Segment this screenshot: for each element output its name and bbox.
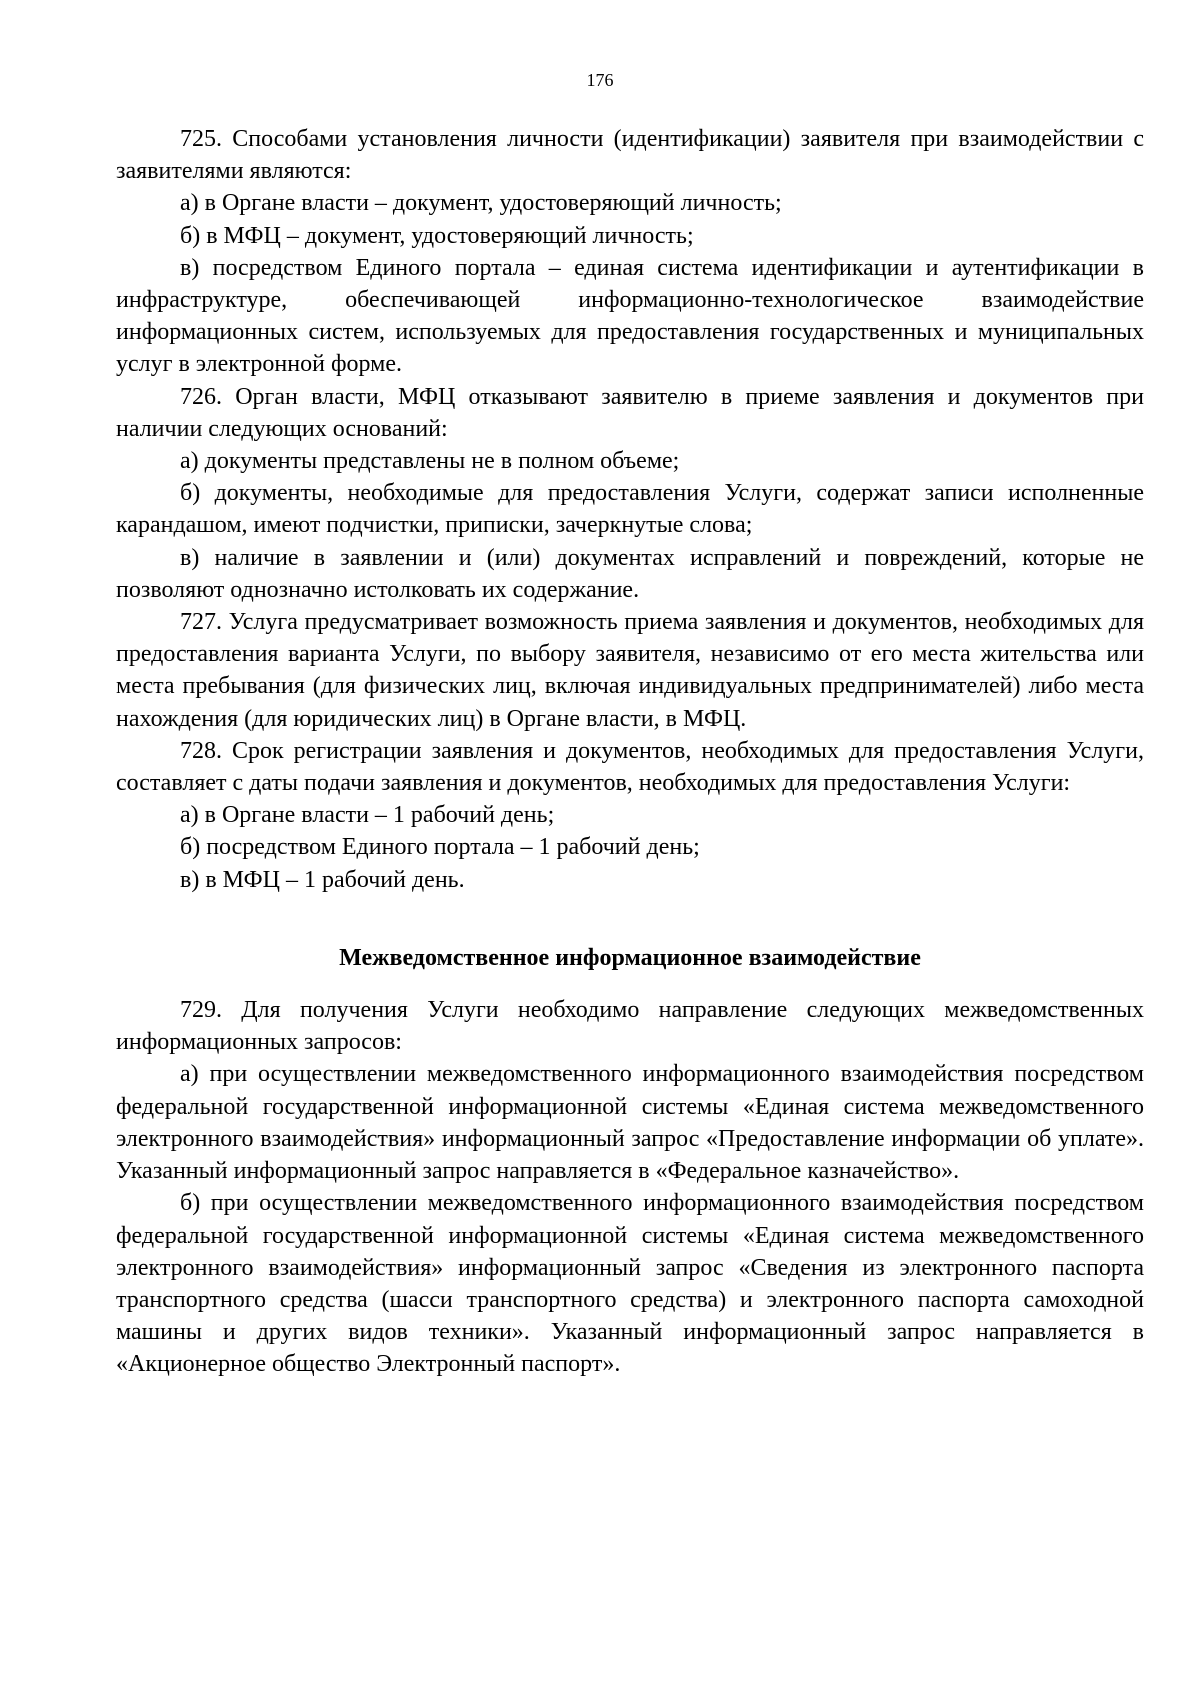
document-body xyxy=(116,123,1144,1381)
list-item-726-b: б) документы, необходимые для предоставления Услуги, содержат записи исполненные карандашом, имеют подчистки, приписки, зачеркнутые слова; xyxy=(116,480,1144,539)
list-item-726-a: а) документы представлены не в полном объеме; xyxy=(180,448,680,475)
page-number: 176 xyxy=(586,70,614,90)
paragraph-726: 726. Орган власти, МФЦ отказывают заявителю в приеме заявления и документов при наличии следующих оснований: xyxy=(116,383,1144,442)
list-item-725-a: а) в Органе власти – документ, удостоверяющий личность; xyxy=(180,190,782,217)
paragraph-727: 727. Услуга предусматривает возможность приема заявления и документов, необходимых для предоставления варианта Услуги, по выбору заявителя, независимо от его места жительства или места пребывания (для физических лиц, включая индивидуальных предпринимателей) либо места нахождения (для юридических лиц) в Органе власти, в МФЦ. xyxy=(116,609,1144,732)
list-item-728-v: в) в МФЦ – 1 рабочий день. xyxy=(180,866,465,893)
list-item-729-b: б) при осуществлении межведомственного информационного взаимодействия посредством федеральной государственной информационной системы «Единая система межведомственного электронного взаимодействия» информационный запрос «Сведения из электронного паспорта транспортного средства (шасси транспортного средства) и электронного паспорта самоходной машины и других видов техники». Указанный информационный запрос направляется в «Акционерное общество Электронный паспорт». xyxy=(116,1190,1144,1378)
paragraph-725: 725. Способами установления личности (идентификации) заявителя при взаимодействии с заявителями являются: xyxy=(116,126,1144,185)
paragraph-728: 728. Срок регистрации заявления и документов, необходимых для предоставления Услуги, составляет с даты подачи заявления и документов, необходимых для предоставления Услуги: xyxy=(116,737,1144,797)
list-item-725-b: б) в МФЦ – документ, удостоверяющий личность; xyxy=(180,222,694,249)
section-heading: Межведомственное информационное взаимодействие xyxy=(339,944,921,971)
list-item-728-a: а) в Органе власти – 1 рабочий день; xyxy=(180,802,555,829)
list-item-725-v: в) посредством Единого портала – единая система идентификации и аутентификации в инфраструктуре, обеспечивающей информационно-технологическое взаимодействие информационных систем, используемых для предоставления государственных и муниципальных услуг в электронной форме. xyxy=(116,254,1144,378)
list-item-729-a: а) при осуществлении межведомственного информационного взаимодействия посредством федеральной государственной информационной системы «Единая система межведомственного электронного взаимодействия» информационный запрос «Предоставление информации об уплате». Указанный информационный запрос направляется в «Федеральное казначейство». xyxy=(116,1061,1144,1185)
list-item-726-v: в) наличие в заявлении и (или) документах исправлений и повреждений, которые не позволяют однозначно истолковать их содержание. xyxy=(116,544,1144,603)
list-item-728-b: б) посредством Единого портала – 1 рабочий день; xyxy=(180,834,700,861)
paragraph-729: 729. Для получения Услуги необходимо направление следующих межведомственных информационных запросов: xyxy=(116,997,1144,1056)
